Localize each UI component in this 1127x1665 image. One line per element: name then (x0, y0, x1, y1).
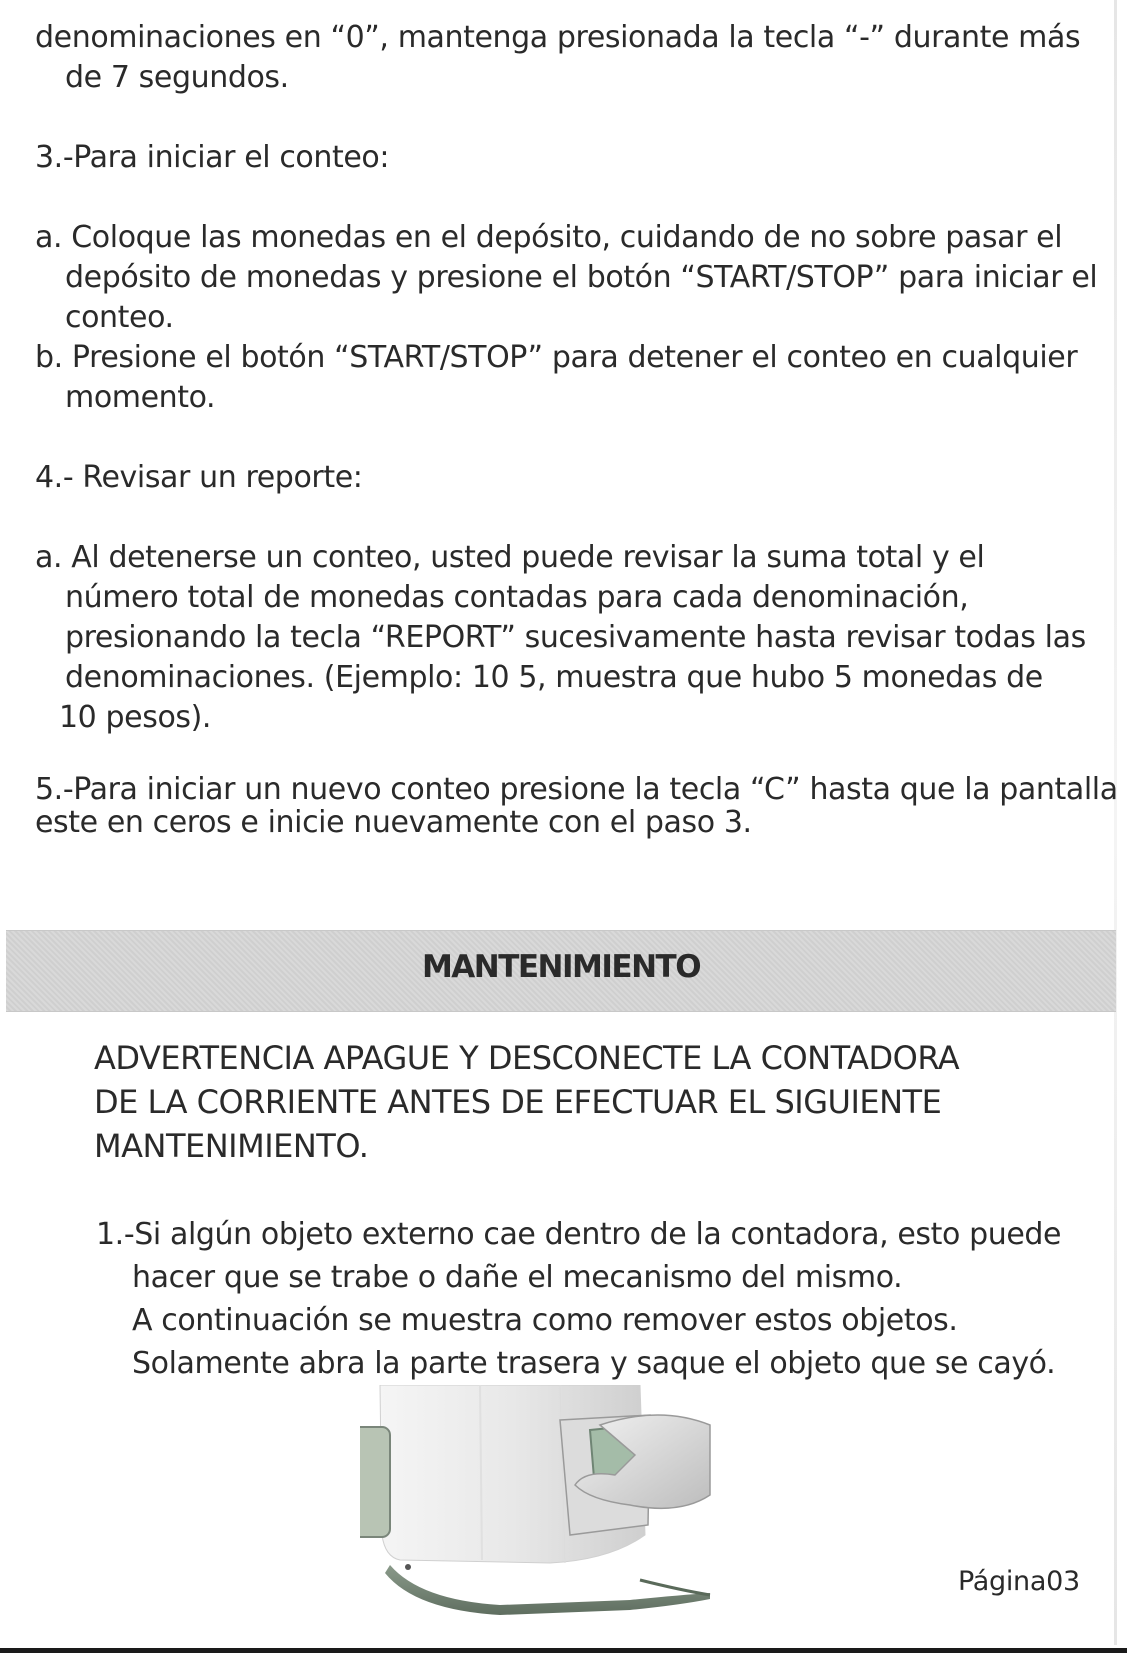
intro-line-1: denominaciones en “0”, mantenga presionada la tecla “-” durante más (35, 20, 1081, 55)
maintenance-step-1-line-4: Solamente abra la parte trasera y saque el objeto que se cayó. (132, 1346, 1056, 1381)
maintenance-step-1-line-2: hacer que se trabe o dañe el mecanismo del mismo. (132, 1260, 903, 1295)
coin-counter-illustration (360, 1385, 760, 1625)
intro-paragraph (35, 18, 1080, 98)
warning-line-1: ADVERTENCIA APAGUE Y DESCONECTE LA CONTADORA (94, 1039, 960, 1077)
step3-a-line-1: a. Coloque las monedas en el depósito, cuidando de no sobre pasar el (35, 220, 1063, 255)
step4-item-a (35, 538, 1086, 738)
step3-a-line-3: conteo. (65, 300, 174, 335)
step5-line-2: este en ceros e inicie nuevamente con el paso 3. (35, 805, 752, 840)
section-title: MANTENIMIENTO (421, 949, 701, 985)
step4-a-line-5: 10 pesos). (59, 700, 212, 735)
warning-paragraph (94, 1036, 959, 1168)
step4-a-line-1: a. Al detenerse un conteo, usted puede revisar la suma total y el (35, 540, 985, 575)
maintenance-step-1 (96, 1213, 1061, 1385)
maintenance-step-1-line-3: A continuación se muestra como remover estos objetos. (132, 1303, 958, 1338)
step5-paragraph (35, 773, 1118, 839)
intro-line-2: de 7 segundos. (65, 60, 289, 95)
step3-item-b (35, 338, 1077, 418)
maintenance-step-1-line-1: 1.-Si algún objeto externo cae dentro de la contadora, esto puede (96, 1217, 1062, 1252)
step4-a-line-3: presionando la tecla “REPORT” sucesivamente hasta revisar todas las (65, 620, 1086, 655)
warning-line-2: DE LA CORRIENTE ANTES DE EFECTUAR EL SIGUIENTE (94, 1083, 942, 1121)
step4-a-line-4: denominaciones. (Ejemplo: 10 5, muestra que hubo 5 monedas de (65, 660, 1043, 695)
section-banner (6, 930, 1116, 1012)
warning-line-3: MANTENIMIENTO. (94, 1127, 369, 1165)
step4-a-line-2: número total de monedas contadas para cada denominación, (65, 580, 969, 615)
step5-line-1: 5.-Para iniciar un nuevo conteo presione la tecla “C” hasta que la pantalla (35, 772, 1118, 807)
step3-item-a (35, 218, 1097, 338)
step4-heading: 4.- Revisar un reporte: (35, 460, 363, 495)
step3-b-line-2: momento. (65, 380, 216, 415)
step3-a-line-2: depósito de monedas y presione el botón “START/STOP” para iniciar el (65, 260, 1098, 295)
step3-b-line-1: b. Presione el botón “START/STOP” para detener el conteo en cualquier (35, 340, 1078, 375)
page-number: Página03 (958, 1566, 1080, 1597)
bottom-rule (0, 1648, 1127, 1653)
step3-heading: 3.-Para iniciar el conteo: (35, 140, 390, 175)
